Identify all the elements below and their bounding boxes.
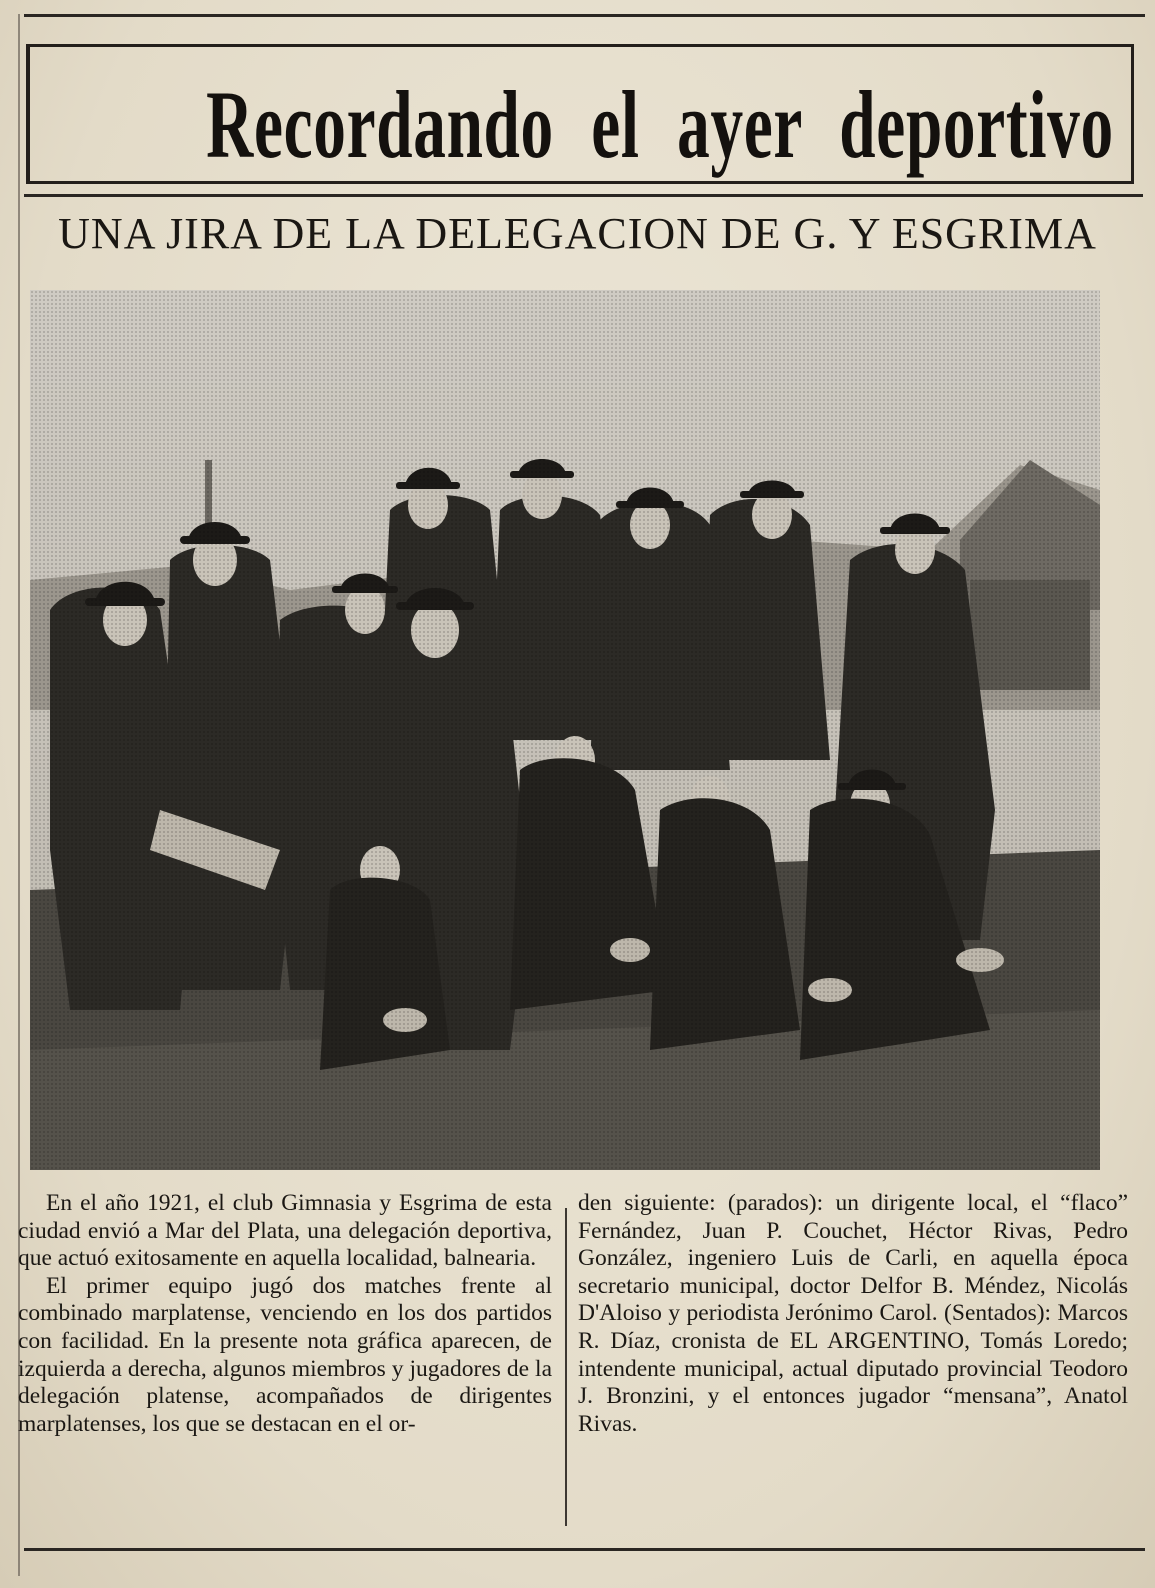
article-paragraph-3: den siguiente: (parados): un dirigente local, el “flaco” Fernández, Juan P. Couchet, Héctor Rivas, Pedro González, ingeniero Luis de Carli, en aquella época secretario municipal, doctor Delfor B. Méndez, Nicolás D'Aloiso y periodista Jerónimo Carol. (Sentados): Marcos R. Díaz, cronista de EL ARGENTINO, Tomás Loredo; intendente municipal, actual diputado provincial Teodoro J. Bronzini, y el entonces jugador “mensana”, Anatol Rivas. bbox=[578, 1190, 1128, 1437]
article-column-left bbox=[18, 1190, 552, 1438]
headline-box bbox=[26, 44, 1134, 184]
subheadline: UNA JIRA DE LA DELEGACION DE G. Y ESGRIMA bbox=[58, 209, 1097, 258]
group-photo-illustration bbox=[30, 290, 1100, 1170]
group-photo bbox=[30, 290, 1100, 1170]
headline-rule bbox=[24, 194, 1143, 197]
article-paragraph-2: El primer equipo jugó dos matches frente al combinado marplatense, venciendo en los dos partidos con facilidad. En la presente nota gráfica aparecen, de izquierda a derecha, algunos miembros y jugadores de la delegación platense, acompañados de dirigentes marplatenses, los que se destacan en el or- bbox=[18, 1272, 552, 1437]
column-divider bbox=[565, 1208, 567, 1526]
headline: Recordando el ayer deportivo bbox=[206, 71, 1114, 178]
bottom-rule bbox=[24, 1548, 1145, 1551]
top-rule bbox=[24, 14, 1145, 17]
article-column-right bbox=[578, 1190, 1128, 1438]
article-paragraph-1: En el año 1921, el club Gimnasia y Esgrima de esta ciudad envió a Mar del Plata, una delegación deportiva, que actuó exitosamente en aquella localidad, balnearia. bbox=[18, 1190, 552, 1272]
